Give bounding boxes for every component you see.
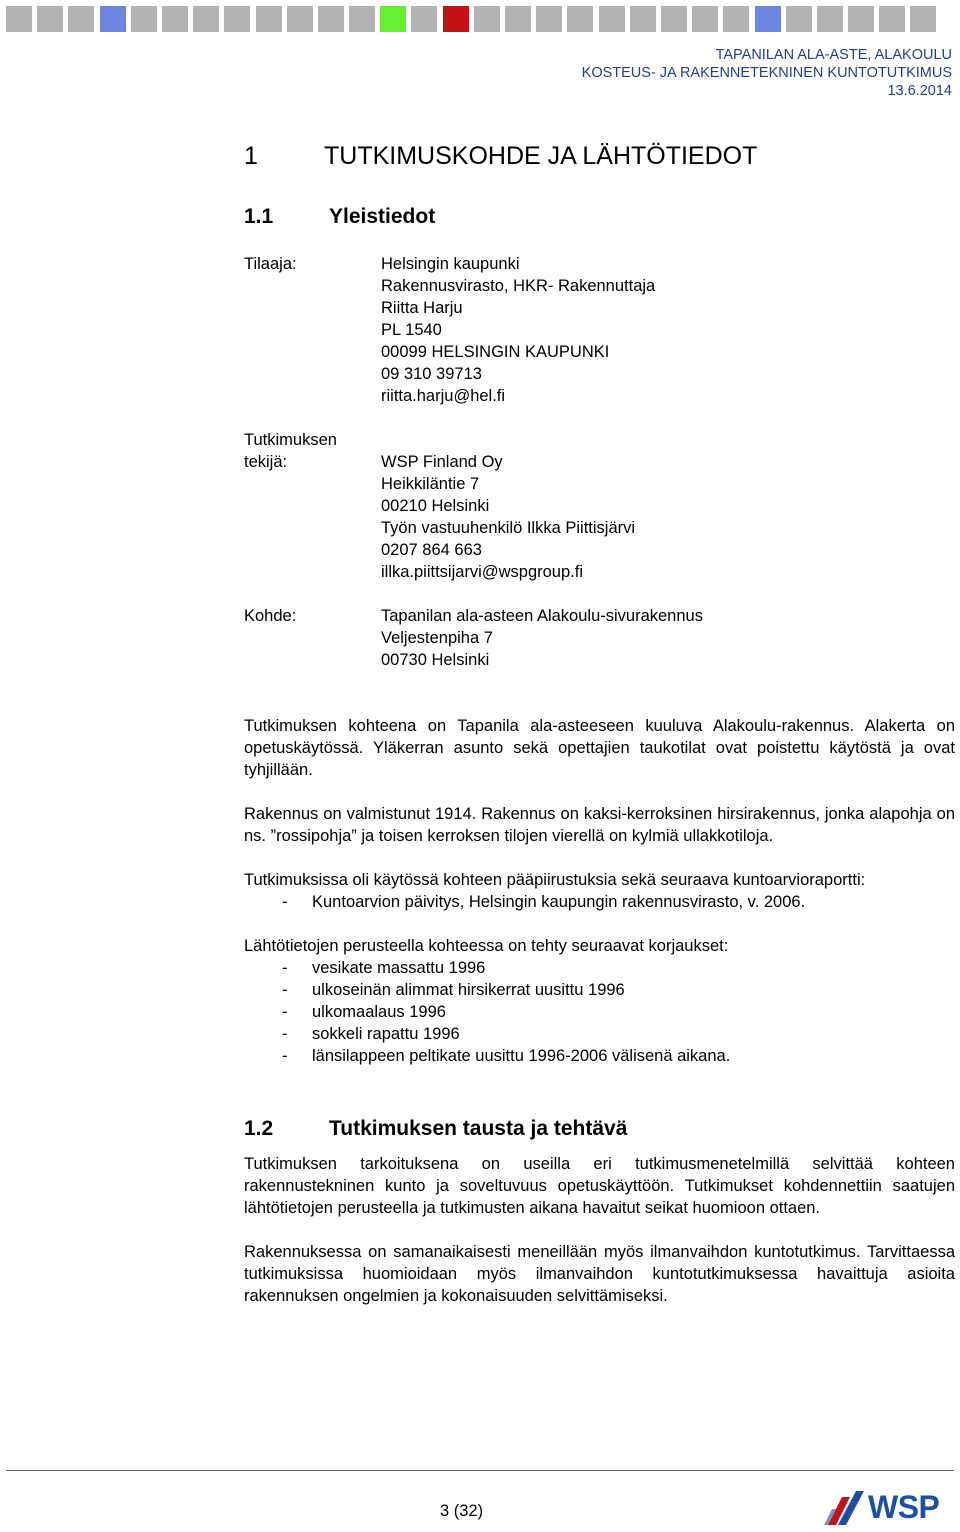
color-square (879, 6, 905, 32)
document-body (244, 140, 955, 1307)
wsp-logo-icon (824, 1487, 864, 1527)
info-line: 0207 864 663 (381, 541, 482, 559)
color-square (692, 6, 718, 32)
info-label: Kohde: (244, 607, 297, 625)
paragraph-purpose: Tutkimuksen tarkoituksena on useilla eri tutkimusmenetelmillä selvittää kohteen rakennustekninen kunto ja soveltuvuus opetuskäyttöön. Tutkimukset kohdennettiin saatujen lähtötietojen perusteella ja tutkimusten aikana havaitut seikat huomioon ottaen. (244, 1155, 955, 1217)
chapter-heading (244, 140, 955, 172)
info-line: 09 310 39713 (381, 365, 482, 383)
header-date: 13.6.2014 (887, 83, 952, 99)
info-value (381, 429, 955, 583)
info-line: Heikkiläntie 7 (381, 475, 480, 493)
color-square (193, 6, 219, 32)
color-square (224, 6, 250, 32)
color-square (6, 6, 32, 32)
color-square (848, 6, 874, 32)
color-square (599, 6, 625, 32)
info-line: 00210 Helsinki (381, 497, 490, 515)
list-item: - sokkeli rapattu 1996 (282, 1023, 955, 1045)
color-square (287, 6, 313, 32)
info-line: Helsingin kaupunki (381, 255, 520, 273)
section-heading-1-1 (244, 203, 955, 231)
info-line: PL 1540 (381, 321, 442, 339)
info-label: Tutkimuksen tekijä: (244, 431, 337, 471)
color-square (37, 6, 63, 32)
chapter-number: 1 (244, 142, 258, 170)
list-item: - vesikate massattu 1996 (282, 957, 955, 979)
info-line: Tapanilan ala-asteen Alakoulu-sivurakennus (381, 607, 703, 625)
color-square (380, 6, 406, 32)
footer-rule (6, 1470, 954, 1471)
color-square-strip (6, 6, 942, 32)
page-header (582, 46, 952, 100)
paragraph-ventilation: Rakennuksessa on samanaikaisesti meneillään myös ilmanvaihdon kuntotutkimus. Tarvittaessa tutkimuksissa huomioidaan myös ilmanvaihdon kuntotutkimuksessa havaittuja asioita rakennuksen ongelmien ja kokonaisuuden selvittämiseksi. (244, 1243, 955, 1305)
color-square (68, 6, 94, 32)
color-square (474, 6, 500, 32)
color-square (536, 6, 562, 32)
color-square (100, 6, 126, 32)
info-value (381, 605, 955, 671)
info-line: 00099 HELSINGIN KAUPUNKI (381, 343, 610, 361)
section-number: 1.1 (244, 205, 274, 228)
color-square (817, 6, 843, 32)
list-item: - ulkoseinän alimmat hirsikerrat uusittu 1996 (282, 979, 955, 1001)
logo-text: WSP (868, 1489, 940, 1525)
info-block (244, 253, 955, 671)
color-square (411, 6, 437, 32)
page-number: 3 (32) (440, 1502, 484, 1520)
email-link[interactable]: illka.piittsijarvi@wspgroup.fi (381, 563, 583, 581)
repair-list (244, 957, 955, 1067)
section-number: 1.2 (244, 1117, 274, 1140)
color-square (910, 6, 936, 32)
color-square (755, 6, 781, 32)
wsp-logo (824, 1487, 939, 1527)
color-square (162, 6, 188, 32)
section-heading-1-2 (244, 1115, 955, 1143)
list-item: - Kuntoarvion päivitys, Helsingin kaupungin rakennusvirasto, v. 2006. (282, 891, 955, 913)
info-row-tekija (244, 429, 955, 583)
section-title: Tutkimuksen tausta ja tehtävä (329, 1117, 628, 1140)
info-label: Tilaaja: (244, 255, 297, 273)
info-line: WSP Finland Oy (381, 453, 503, 471)
color-square (256, 6, 282, 32)
list-item: - länsilappeen peltikate uusittu 1996-2006 välisenä aikana. (282, 1045, 955, 1067)
color-square (131, 6, 157, 32)
email-link[interactable]: riitta.harju@hel.fi (381, 387, 506, 405)
list-item: - ulkomaalaus 1996 (282, 1001, 955, 1023)
paragraph-building: Rakennus on valmistunut 1914. Rakennus on kaksi-kerroksinen hirsirakennus, jonka alapohja on ns. ”rossipohja” ja toisen kerroksen tilojen vierellä on kylmiä ullakkotiloja. (244, 805, 955, 845)
color-square (443, 6, 469, 32)
paragraph-sources: Tutkimuksissa oli käytössä kohteen pääpiirustuksia sekä seuraava kuntoarvioraportti: (244, 871, 866, 889)
info-line: Rakennusvirasto, HKR- Rakennuttaja (381, 277, 656, 295)
paragraph-repairs: Lähtötietojen perusteella kohteessa on tehty seuraavat korjaukset: (244, 937, 729, 955)
color-square (786, 6, 812, 32)
paragraph-target: Tutkimuksen kohteena on Tapanila ala-asteeseen kuuluva Alakoulu-rakennus. Alakerta on opetuskäytössä. Yläkerran asunto sekä opettajien taukotilat ovat poistettu käytöstä ja ovat tyhjillään. (244, 717, 955, 779)
color-square (723, 6, 749, 32)
source-list (244, 891, 955, 913)
color-square (567, 6, 593, 32)
color-square (349, 6, 375, 32)
info-value (381, 253, 955, 407)
section-title: Yleistiedot (329, 205, 436, 228)
color-square (661, 6, 687, 32)
info-line: Riitta Harju (381, 299, 463, 317)
header-project: TAPANILAN ALA-ASTE, ALAKOULU (715, 47, 952, 63)
color-square (318, 6, 344, 32)
info-row-kohde (244, 605, 955, 671)
info-line: Veljestenpiha 7 (381, 629, 493, 647)
info-line: Työn vastuuhenkilö Ilkka Piittisjärvi (381, 519, 636, 537)
color-square (630, 6, 656, 32)
color-square (505, 6, 531, 32)
header-report-title: KOSTEUS- JA RAKENNETEKNINEN KUNTOTUTKIMUS (581, 65, 952, 81)
chapter-title: TUTKIMUSKOHDE JA LÄHTÖTIEDOT (324, 142, 758, 170)
info-line: 00730 Helsinki (381, 651, 490, 669)
info-row-tilaaja (244, 253, 955, 407)
